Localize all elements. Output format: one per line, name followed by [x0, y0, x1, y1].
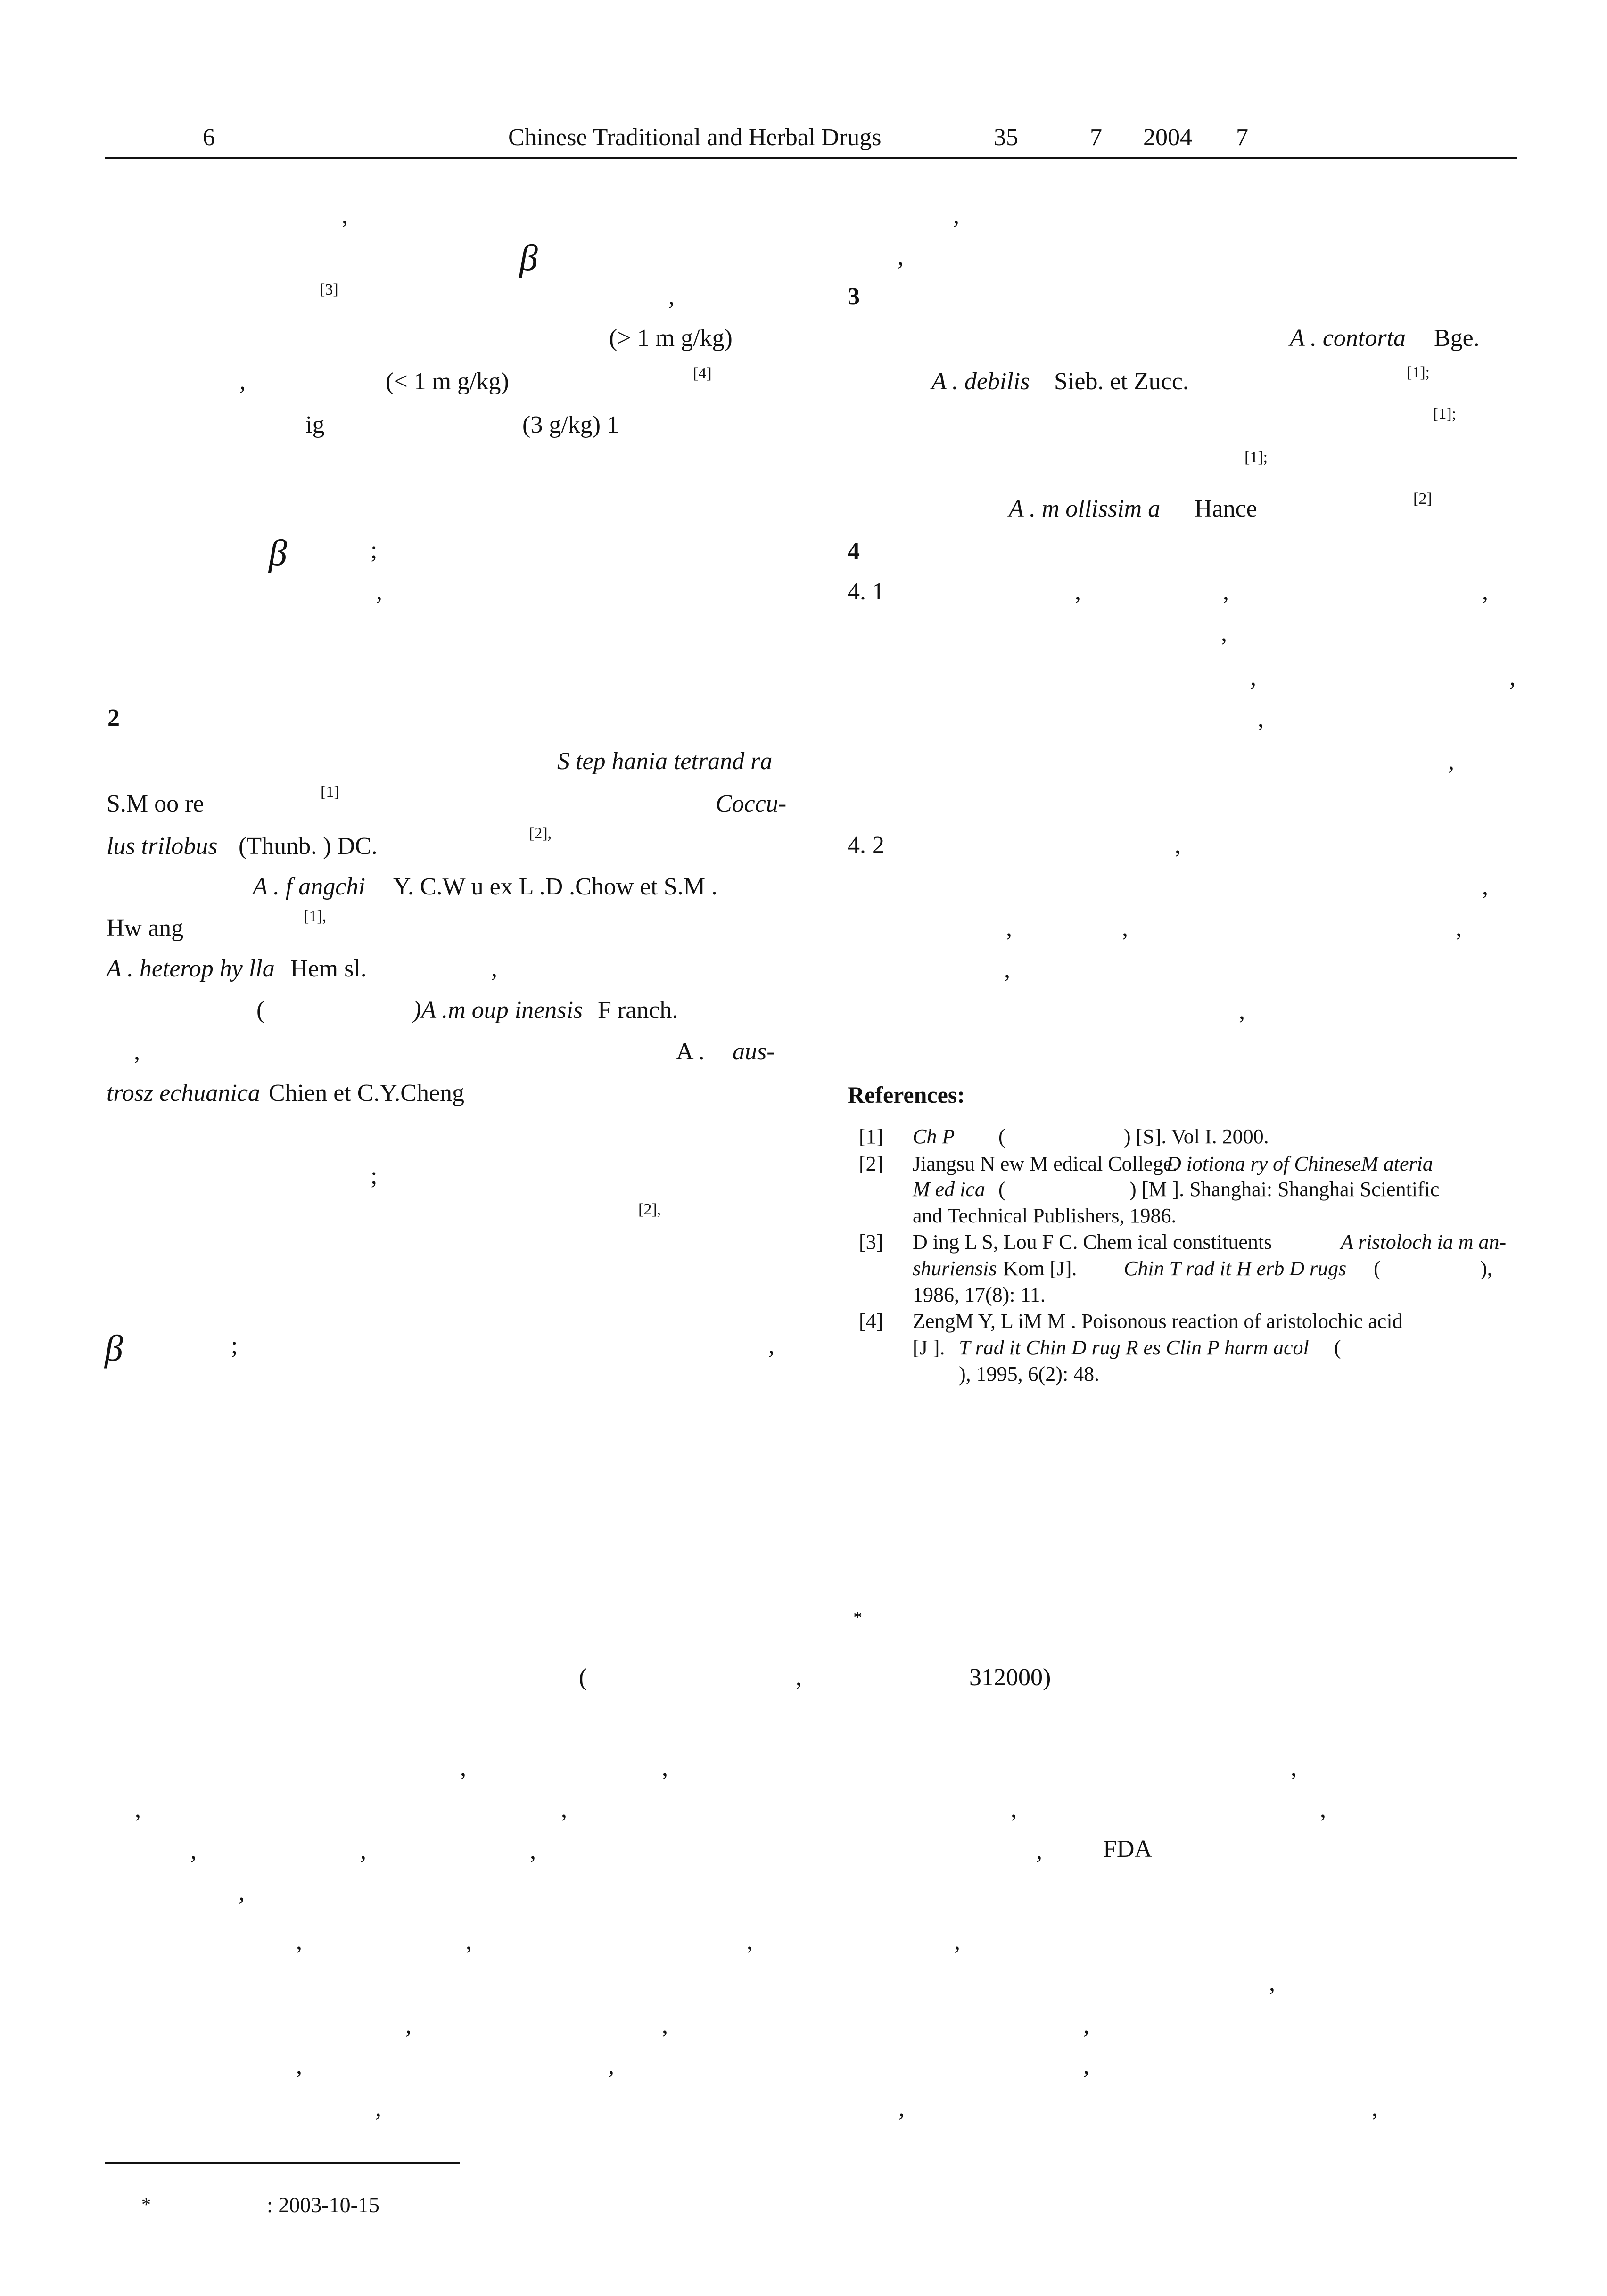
reference-text: M ed ica — [913, 1178, 985, 1201]
reference-number: [1] — [859, 1125, 883, 1148]
citation-4: [4] — [693, 365, 712, 382]
reference-text: ( — [1334, 1336, 1341, 1359]
species-heterophylla: A . heterop hy lla — [107, 955, 275, 982]
punctuation-comma: , — [530, 1837, 536, 1864]
reference-text: A ristoloch ia m an- — [1341, 1230, 1507, 1254]
punctuation-semicolon: ; — [371, 1163, 378, 1189]
journal-month: 7 — [1236, 124, 1248, 151]
species-cocculus-part: Coccu- — [716, 790, 787, 817]
beta-symbol: β — [105, 1328, 123, 1369]
dose-3g: (3 g/kg) 1 — [522, 411, 619, 438]
authority-hance: Hance — [1195, 495, 1257, 522]
citation-2: [2], — [529, 825, 552, 842]
authority-franch: F ranch. — [598, 997, 678, 1024]
journal-title: Chinese Traditional and Herbal Drugs — [508, 124, 882, 151]
punctuation-comma: , — [898, 244, 904, 271]
punctuation-comma: , — [296, 1928, 302, 1955]
punctuation-semicolon: ; — [371, 537, 378, 564]
footnote-rule — [105, 2162, 460, 2164]
reference-text: D iotiona ry of ChineseM ateria — [1166, 1152, 1433, 1175]
reference-text: ( — [1374, 1257, 1381, 1280]
citation-1: [1]; — [1433, 405, 1457, 423]
punctuation-comma: , — [561, 1796, 567, 1823]
species-cocculus: lus trilobus — [107, 833, 218, 860]
citation-1: [1]; — [1407, 364, 1430, 381]
reference-text: shuriensis — [913, 1257, 997, 1280]
header-rule — [105, 157, 1517, 159]
dose-greater: (> 1 m g/kg) — [609, 325, 733, 352]
journal-year: 2004 — [1143, 124, 1192, 151]
punctuation-comma: , — [668, 283, 675, 310]
punctuation-comma: , — [796, 1664, 802, 1691]
punctuation-comma: , — [1482, 578, 1488, 605]
reference-text: D ing L S, Lou F C. Chem ical constituents — [913, 1230, 1272, 1254]
subsection-4-1: 4. 1 — [848, 578, 884, 605]
punctuation-comma: , — [662, 2012, 668, 2039]
citation-2: [2], — [638, 1201, 661, 1218]
species-stephania: S tep hania tetrand ra — [557, 748, 773, 775]
citation-2: [2] — [1413, 490, 1432, 508]
reference-text: 1986, 17(8): 11. — [913, 1283, 1046, 1306]
punctuation-comma: , — [134, 1038, 140, 1065]
punctuation-comma: , — [1175, 832, 1181, 859]
punctuation-comma: , — [190, 1837, 197, 1864]
citation-3: [3] — [320, 281, 338, 298]
citation-1: [1] — [321, 783, 339, 801]
punctuation-comma: , — [460, 1755, 466, 1781]
punctuation-comma: , — [1083, 2012, 1089, 2039]
punctuation-semicolon: ; — [231, 1332, 238, 1359]
agency-fda: FDA — [1103, 1836, 1153, 1862]
punctuation-comma: , — [662, 1755, 668, 1781]
reference-number: [2] — [859, 1152, 883, 1175]
punctuation-comma: , — [1250, 664, 1256, 691]
reference-text: ( — [998, 1178, 1005, 1201]
beta-symbol: β — [519, 237, 538, 278]
page-number: 6 — [203, 124, 215, 151]
reference-text: and Technical Publishers, 1986. — [913, 1204, 1177, 1227]
punctuation-comma: , — [1258, 705, 1264, 732]
subsection-4-2: 4. 2 — [848, 832, 884, 859]
reference-number: [3] — [859, 1230, 883, 1254]
section-heading-2: 2 — [107, 705, 120, 731]
route-ig: ig — [305, 411, 325, 438]
citation-1: [1]; — [1244, 449, 1268, 466]
dose-less: (< 1 m g/kg) — [386, 368, 509, 395]
reference-text: Kom [J]. — [1003, 1257, 1077, 1280]
punctuation-comma: , — [1239, 998, 1245, 1025]
genus-a: A . — [676, 1038, 705, 1065]
paren-open: ( — [579, 1664, 587, 1691]
punctuation-comma: , — [1221, 620, 1227, 647]
species-contorta: A . contorta — [1290, 325, 1406, 352]
punctuation-comma: , — [1122, 915, 1128, 942]
reference-text: [J ]. — [913, 1336, 945, 1359]
reference-text: Jiangsu N ew M edical College. — [913, 1152, 1178, 1175]
reference-text: ), — [1480, 1257, 1492, 1280]
citation-1: [1], — [304, 908, 327, 925]
punctuation-comma: , — [405, 2012, 412, 2039]
reference-text: ), 1995, 6(2): 48. — [959, 1362, 1100, 1386]
punctuation-comma: , — [1006, 915, 1012, 942]
beta-symbol: β — [269, 532, 287, 573]
punctuation-comma: , — [1083, 2052, 1089, 2079]
authority-moore: S.M oo re — [107, 790, 204, 817]
punctuation-comma: , — [1011, 1796, 1017, 1823]
punctuation-comma: , — [239, 368, 246, 395]
species-aus-part: aus- — [733, 1038, 775, 1065]
punctuation-comma: , — [360, 1837, 366, 1864]
punctuation-comma: , — [1269, 1969, 1275, 1996]
journal-volume: 35 — [994, 124, 1018, 151]
footnote-marker: * — [853, 1608, 862, 1628]
reference-text: T rad it Chin D rug R es Clin P harm acol — [959, 1336, 1309, 1359]
punctuation-comma: , — [1075, 578, 1081, 605]
punctuation-comma: , — [296, 2052, 302, 2079]
section-heading-4: 4 — [848, 538, 860, 565]
punctuation-comma: , — [375, 2095, 381, 2122]
paren-open: ( — [256, 997, 265, 1024]
reference-text: ) [M ]. Shanghai: Shanghai Scientific — [1129, 1178, 1440, 1201]
punctuation-comma: , — [466, 1928, 472, 1955]
authority-sieb: Sieb. et Zucc. — [1054, 368, 1189, 395]
punctuation-comma: , — [953, 202, 959, 229]
authority-fangchi: Y. C.W u ex L .D .Chow et S.M . — [393, 873, 718, 900]
punctuation-comma: , — [954, 1928, 960, 1955]
footnote-star: * — [141, 2194, 151, 2215]
punctuation-comma: , — [768, 1332, 775, 1359]
punctuation-comma: , — [1004, 956, 1010, 983]
reference-text: ( — [998, 1125, 1005, 1148]
punctuation-comma: , — [1448, 748, 1454, 775]
authority-thunb: (Thunb. ) DC. — [239, 833, 378, 860]
punctuation-comma: , — [376, 578, 382, 605]
reference-number: [4] — [859, 1310, 883, 1333]
punctuation-comma: , — [1320, 1796, 1326, 1823]
section-heading-3: 3 — [848, 283, 860, 310]
punctuation-comma: , — [491, 955, 497, 982]
punctuation-comma: , — [239, 1879, 245, 1906]
punctuation-comma: , — [1291, 1755, 1297, 1781]
punctuation-comma: , — [1372, 2095, 1378, 2122]
punctuation-comma: , — [1509, 664, 1516, 691]
punctuation-comma: , — [1223, 578, 1229, 605]
received-date: : 2003-10-15 — [267, 2193, 379, 2217]
punctuation-comma: , — [135, 1796, 141, 1823]
species-mollissima: A . m ollissim a — [1009, 495, 1161, 522]
authority-chien: Chien et C.Y.Cheng — [269, 1080, 465, 1107]
reference-text: ZengM Y, L iM M . Poisonous reaction of aristolochic acid — [913, 1310, 1403, 1333]
punctuation-comma: , — [608, 2052, 614, 2079]
authority-hwang: Hw ang — [107, 915, 184, 942]
reference-text: ) [S]. Vol I. 2000. — [1124, 1125, 1269, 1148]
reference-text: Chin T rad it H erb D rugs — [1124, 1257, 1347, 1280]
punctuation-comma: , — [1482, 873, 1488, 900]
species-moupinensis: )A .m oup inensis — [413, 997, 583, 1024]
species-fangchi: A . f angchi — [253, 873, 365, 900]
punctuation-comma: , — [342, 202, 348, 229]
punctuation-comma: , — [1036, 1837, 1042, 1864]
species-austroszechuanica: trosz echuanica — [107, 1080, 260, 1107]
journal-issue: 7 — [1090, 124, 1102, 151]
species-debilis: A . debilis — [931, 368, 1030, 395]
authority-hemsl: Hem sl. — [290, 955, 367, 982]
reference-text: Ch P — [913, 1125, 955, 1148]
punctuation-comma: , — [1456, 915, 1462, 942]
authority-bge: Bge. — [1434, 325, 1480, 352]
references-heading: References: — [848, 1082, 965, 1108]
punctuation-comma: , — [898, 2095, 905, 2122]
punctuation-comma: , — [747, 1928, 753, 1955]
postcode: 312000) — [969, 1664, 1051, 1691]
